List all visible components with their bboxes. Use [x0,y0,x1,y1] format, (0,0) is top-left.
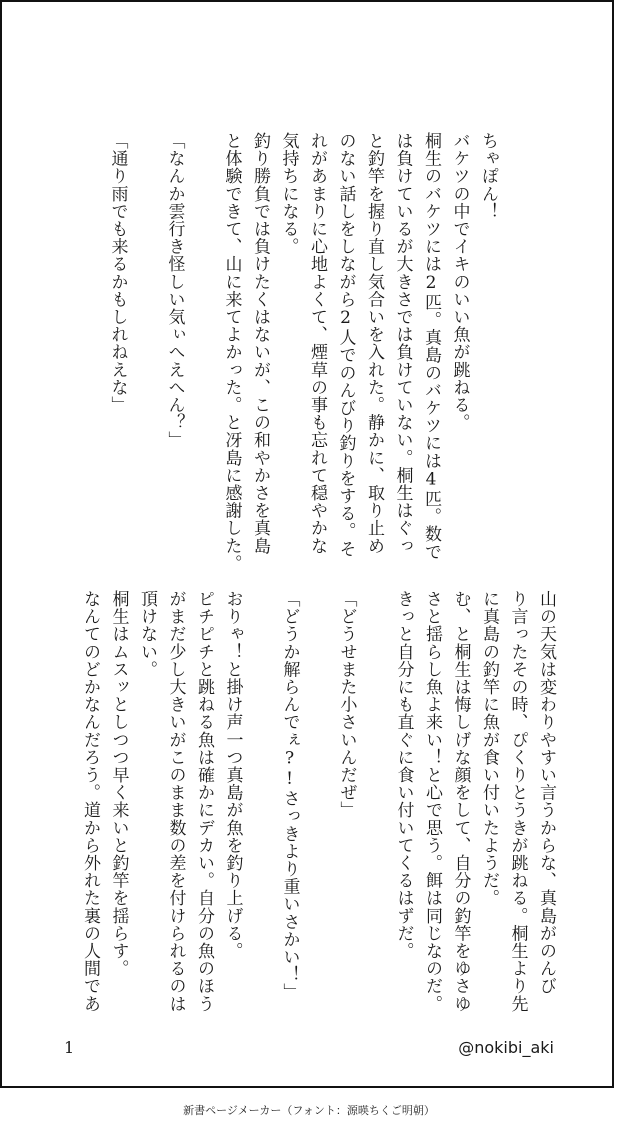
author-handle: @nokibi_aki [458,1038,554,1057]
upper-text-column: ちゃぽん！ バケツの中でイキのいい魚が跳ねる。 桐生のバケツには2匹。真島のバケツには4匹。数で は負けているが大きさでは負けていない。桐生はぐっ と釣竿を握り直し気合いを入れた。静かに、取り止め のない話しをしながら2人でのんびり釣りをする。そ れがあまりに心地よくて、煙草の事も忘れて穏やかな 気持ちになる。 釣り勝負では負けたくはないが、この和やかさを真島 と体験できて、山に来てよかった。と冴島に感謝した。 「なんか雲行き怪しい気ぃへえへん？」 「通り雨でも来るかもしれねえな」 [107,132,498,572]
footer-credit: 新書ページメーカー（フォント：源暎ちくご明朝） [183,1104,435,1117]
lower-text-column: 山の天気は変わりやすい言うからな、真島がのんび り言ったその時、ぴくりとうきが跳ねる。桐生より先 に真島の釣竿に魚が食い付いたようだ。 む、と桐生は悔しげな顔をして、自分の釣竿をゆさゆ さと揺らし魚よ来い！と心で思う。餌は同じなのだ。 きっと自分にも直ぐに食い付いてくるはずだ。 「どうせまた小さいんだぜ」 「どうか解らんでぇ?!さっきより重いさかい！」 おりゃ！と掛け声一つ真島が魚を釣り上げる。 ピチピチと跳ねる魚は確かにデカい。自分の魚のほう がまだ少し大きいがこのまま数の差を付けられるのは 頂けない。 桐生はムスッとしつつ早く来いと釣竿を揺らす。 なんてのどかなんだろう。道から外れた裏の人間であ [80,590,556,1013]
page-number: 1 [64,1038,75,1057]
